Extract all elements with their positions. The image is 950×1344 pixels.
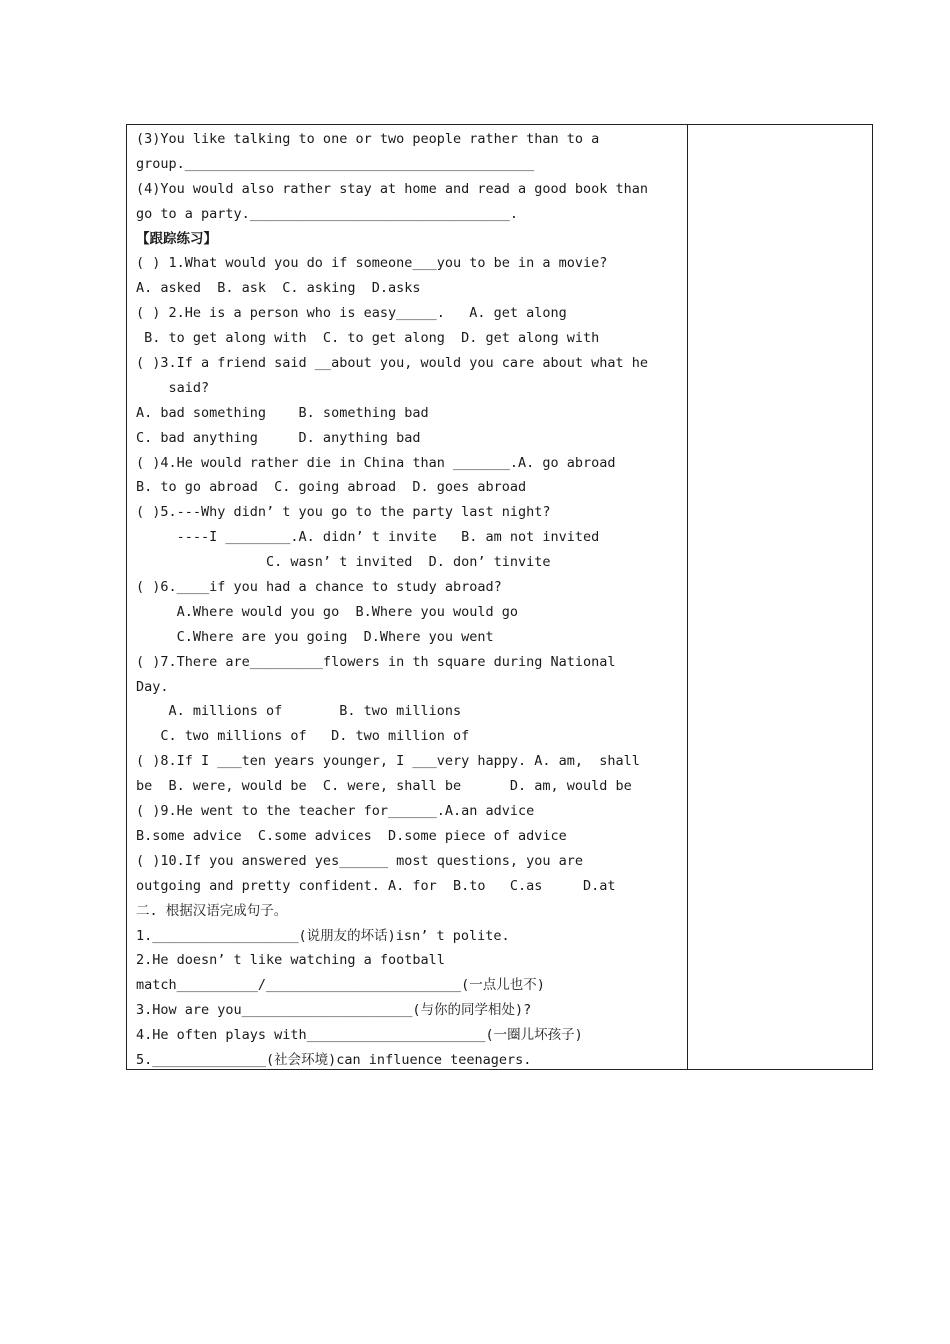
question-2-options: B. to get along with C. to get along D. get along with [136, 330, 600, 347]
text-line: (3)You like talking to one or two people rather than to a [136, 131, 600, 147]
question-5: ( )5.---Why didn’ t you go to the party last night? [136, 504, 551, 521]
question-10-options: outgoing and pretty confident. A. for B.to C.as D.at [136, 877, 616, 894]
translation-item-5: 5.______________(社会环境)can influence teenagers. [136, 1051, 532, 1068]
question-9-options: B.some advice C.some advices D.some piece of advice [136, 827, 567, 844]
exercise-column [136, 127, 681, 1073]
translation-item-3: 3.How are you_____________________(与你的同学相处)? [136, 1002, 532, 1019]
question-3: ( )3.If a friend said __about you, would you care about what he [136, 355, 649, 372]
text-line: (4)You would also rather stay at home and read a good book than [136, 180, 649, 197]
question-5-options: C. wasn’ t invited D. don’ tinvite [136, 554, 551, 571]
question-5-options: ----I ________.A. didn’ t invite B. am not invited [136, 529, 600, 546]
question-8: ( )8.If I ___ten years younger, I ___very happy. A. am, shall [136, 753, 640, 770]
translation-item-4: 4.He often plays with______________________(一圈儿坏孩子) [136, 1027, 583, 1044]
question-3-cont: said? [136, 379, 210, 396]
worksheet-table [126, 124, 873, 1070]
section-heading-translation: 二. 根据汉语完成句子。 [136, 902, 288, 919]
question-7-options: C. two millions of D. two million of [136, 728, 470, 745]
question-6-options: A.Where would you go B.Where you would go [136, 603, 519, 620]
question-3-options: A. bad something B. something bad [136, 404, 429, 421]
notes-column [688, 125, 872, 1069]
question-2: ( ) 2.He is a person who is easy_____. A. get along [136, 305, 567, 322]
question-1: ( ) 1.What would you do if someone___you to be in a movie? [136, 255, 608, 272]
question-7-cont: Day. [136, 678, 169, 695]
question-4: ( )4.He would rather die in China than _______.A. go abroad [136, 454, 616, 471]
question-9: ( )9.He went to the teacher for______.A.an advice [136, 803, 535, 820]
question-3-options: C. bad anything D. anything bad [136, 429, 421, 446]
question-6-options: C.Where are you going D.Where you went [136, 628, 494, 645]
question-4-options: B. to go abroad C. going abroad D. goes abroad [136, 479, 527, 496]
translation-item-1: 1.__________________(说朋友的坏话)isn’ t polite. [136, 927, 510, 944]
text-line: go to a party.________________________________. [136, 205, 519, 222]
question-8-options: be B. were, would be C. were, shall be D. am, would be [136, 778, 632, 795]
question-10: ( )10.If you answered yes______ most questions, you are [136, 852, 584, 869]
question-7: ( )7.There are_________flowers in th square during National [136, 653, 616, 670]
text-line: group.___________________________________________ [136, 155, 535, 172]
translation-item-2-cont: match__________/________________________(一点儿也不) [136, 977, 545, 994]
section-heading-practice: 【跟踪练习】 [136, 230, 217, 247]
question-7-options: A. millions of B. two millions [136, 703, 462, 720]
question-6: ( )6.____if you had a chance to study abroad? [136, 579, 502, 596]
question-1-options: A. asked B. ask C. asking D.asks [136, 280, 421, 297]
translation-item-2: 2.He doesn’ t like watching a football [136, 952, 445, 969]
